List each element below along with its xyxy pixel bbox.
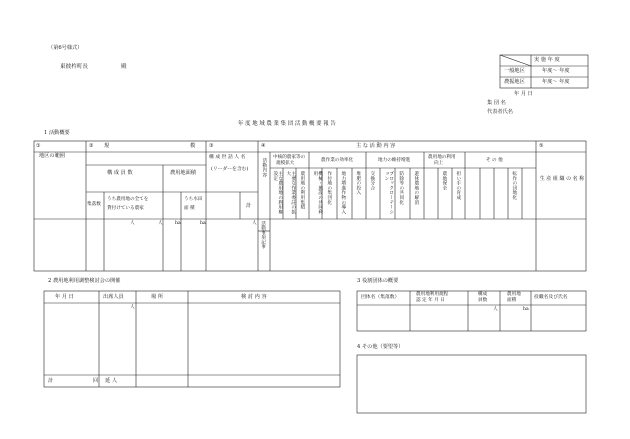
sec2-col-content: 検 討 内 容 <box>241 294 267 300</box>
sec3-col-area-2: 面積 <box>507 298 517 303</box>
year-box-period-1: 年度～ 年度 <box>542 68 570 74</box>
sec2-col-date: 年 月 日 <box>55 294 74 300</box>
activity-col-12: 農地保全 <box>441 171 447 191</box>
activity-col-2: 主要な作業委託の拡大 <box>285 171 296 215</box>
col2-area-label: 農用地面積 <box>170 170 196 176</box>
unit-ha-paddy: ha <box>200 221 206 226</box>
col1-district-label: 地区の範囲 <box>39 153 65 159</box>
section-4-heading: 4 その他（要望等） <box>357 344 404 350</box>
sec3-col-group-name: 団体名（集落数） <box>361 295 400 300</box>
activity-col-3: 農用地の利用集積 <box>299 171 305 210</box>
activity-col-4: 機械・施設の共同利用 <box>312 171 323 215</box>
section-2-heading: 2 農用地利用調整検討会の開催 <box>48 278 121 284</box>
group-name-label: 集 団 名 <box>487 100 506 106</box>
activity-col-7: 堆肥の投入 <box>355 171 361 195</box>
activity-col-6: 地力増進作物の導入 <box>340 171 346 215</box>
sec3-col-members-2: 員数 <box>478 298 488 303</box>
sec3-col-members-1: 構成 <box>478 292 488 297</box>
col3-mark: ③ <box>209 143 214 149</box>
col2-paddy-label-2: 面 積 <box>184 206 195 211</box>
unit-person-caretakers: 人 <box>252 221 257 226</box>
requests-box[interactable] <box>357 355 586 413</box>
col3-caretaker-label: 構 成 世 話 人 名 <box>209 155 246 160</box>
col2-farmers-label-1: うち農用地の全てを <box>107 197 149 202</box>
col4-activity-label: 主 な 活 動 内 容 <box>356 143 396 149</box>
activity-col-5: 作付地の集団化 <box>326 171 332 205</box>
activity-col-11: 遊休農地の解消 <box>413 171 419 205</box>
col5-mark: ⑤ <box>539 143 544 149</box>
sec3-col-cert-date: 認 定 年 月 日 <box>416 298 445 303</box>
sec3-unit-ha: ha <box>523 307 529 312</box>
sec2-total-persons: 延 人 <box>105 378 118 384</box>
report-date: 年 月 日 <box>514 91 533 97</box>
sec3-col-officers: 役職名及び氏名 <box>534 295 568 300</box>
activity-col-13: 担い手の育成 <box>455 171 461 200</box>
year-box-area-2: 農振地区 <box>504 79 525 85</box>
section-3-heading: 3 役割団体の概要 <box>357 278 399 284</box>
col4-sub3-label: 地力の維持増進 <box>378 158 411 163</box>
page-title: 年 度 地 域 農 業 集 団 活 動 概 要 報 告 <box>238 121 336 127</box>
col4-sub4-label: 農用地の利用 <box>428 155 456 160</box>
col2-farmers-label-2: 貸付けている農家 <box>107 206 144 211</box>
sec2-total-label: 計 <box>48 378 54 384</box>
col4-sub5-label: そ の 他 <box>486 158 503 163</box>
representative-label: 代表者氏名 <box>487 109 513 115</box>
activity-col-9: ブロックローテーション <box>383 171 394 215</box>
sec2-col-place: 場 所 <box>151 294 164 300</box>
addressee-town: 東彼杵町長 <box>60 64 88 70</box>
col2-households-label: 集落数 <box>87 202 101 207</box>
section-1-heading: 1 活動概要 <box>44 130 70 136</box>
col4-sub1b-label: 規模拡大 <box>276 161 295 166</box>
col5-organization-label: 生 産 組 織 の 名 称 <box>539 176 585 182</box>
unit-ha-area: ha <box>175 221 181 226</box>
sec3-col-area-1: 農用地 <box>507 292 521 297</box>
addressee-honorific: 殿 <box>121 64 127 70</box>
col2-members-label: 構 成 員 数 <box>107 170 133 176</box>
year-box-period-2: 年度～ 年度 <box>542 79 570 85</box>
unit-person-farmers: 人 <box>158 221 163 226</box>
year-box-area-1: 一般地区 <box>504 68 525 74</box>
col2-scale-b: 模 <box>190 143 196 149</box>
col2-mark: ② <box>89 143 94 149</box>
col3-total-label: 計 <box>246 203 252 209</box>
col4-sub4b-label: 向上 <box>434 161 444 166</box>
col1-mark: ① <box>36 143 41 149</box>
sec3-unit-person: 人 <box>493 307 498 312</box>
col4-sub1-label: 中核的農家等の <box>273 155 306 160</box>
activity-col-8: 交換分合 <box>369 171 375 191</box>
activity-col-1: 主な農用地の利用権設定 <box>272 171 283 215</box>
col2-scale-a: 規 <box>104 143 110 149</box>
activity-col-10: 防除等の共同化 <box>398 171 404 205</box>
form-number: （第6号様式） <box>48 45 83 51</box>
col2-paddy-label-1: うち水田 <box>184 197 203 202</box>
col4-sub2-label: 農作業の効率化 <box>321 158 354 163</box>
sec3-col-rules: 農用地利用規程 <box>416 292 449 297</box>
sec2-total-times: 回 <box>93 378 99 384</box>
activity-note-label: 活動事項記事 <box>260 221 266 249</box>
col4-mark: ④ <box>261 143 266 149</box>
year-box-header: 実 施 年 度 <box>534 57 560 63</box>
col3-leader-note: (リーダーを含む) <box>211 167 249 172</box>
col4-activity-vertical: 活動内容 <box>261 158 267 178</box>
activity-col-14: 転作の団地化 <box>511 171 517 200</box>
sec2-col-attendance: 出席人員 <box>103 294 124 300</box>
sec2-unit-person: 人 <box>130 305 135 310</box>
unit-person-members: 人 <box>130 221 135 226</box>
